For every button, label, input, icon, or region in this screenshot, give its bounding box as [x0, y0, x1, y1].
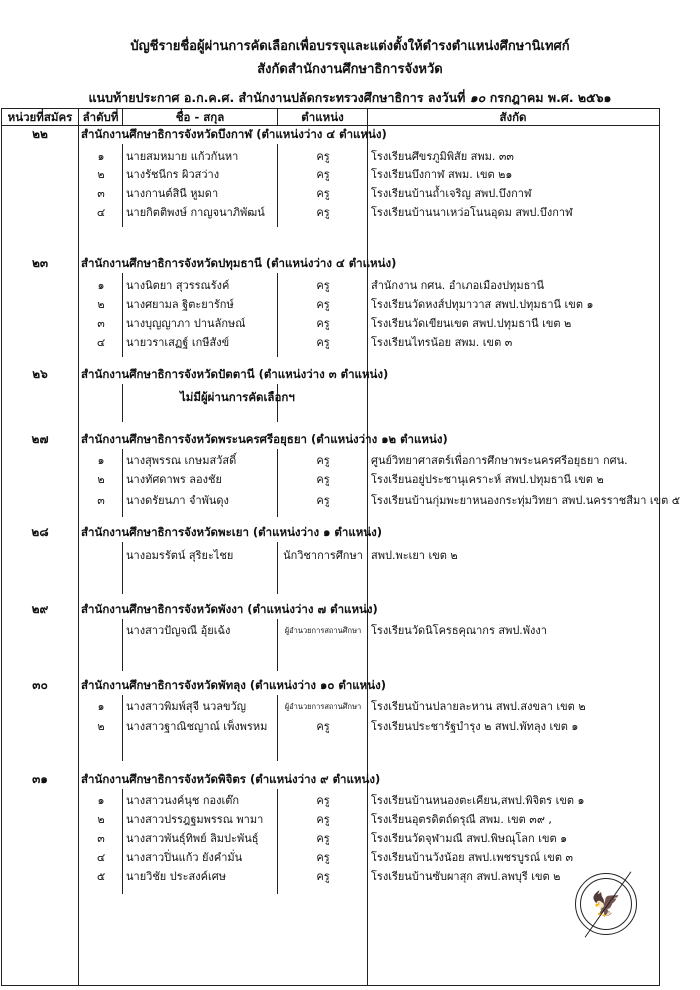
candidate-name: นางสาวปัญจณี อุ้ยเฉ้ง — [126, 624, 231, 637]
row-number: ๒ — [97, 168, 105, 181]
candidate-org: โรงเรียนวัดจุฬามณี สพป.พิษณุโลก เขต ๑ — [371, 832, 568, 845]
announcement-suffix: กรกฎาคม พ.ศ. ๒๕๖๑ — [489, 90, 612, 105]
candidate-position: ผู้อำนวยการสถานศึกษา — [284, 702, 362, 711]
candidate-org: โรงเรียนประชารัฐบำรุง ๒ สพป.พัทลุง เขต ๑ — [371, 720, 579, 733]
table-header — [2, 109, 659, 126]
candidate-position: ครู — [316, 298, 330, 311]
candidate-position: ครู — [316, 720, 330, 733]
col-name: ชื่อ - สกุล — [175, 110, 225, 124]
candidate-name: นายกิตติพงษ์ กาญจนาภิพัฒน์ — [126, 206, 265, 219]
announcement-day: ๑๐ — [469, 90, 486, 105]
unit-number: ๒๗ — [31, 432, 49, 446]
candidate-name: นางสาวนงค์นุช กองเต๊ก — [126, 794, 240, 807]
row-number: ๒ — [97, 813, 105, 826]
candidate-name: นางศยามล ฐิตะยารักษ์ — [126, 298, 234, 311]
candidate-position: ครู — [316, 473, 330, 486]
announcement-line — [0, 88, 700, 108]
candidate-org: สพป.พะเยา เขต ๒ — [371, 549, 458, 562]
divider — [78, 125, 79, 985]
unit-number: ๓๑ — [32, 772, 48, 786]
col-unit: หน่วยที่สมัคร — [7, 110, 73, 124]
candidate-name: นายสมหมาย แก้วกันหา — [126, 150, 239, 163]
candidates-table — [1, 108, 681, 986]
row-number: ๔ — [96, 851, 106, 864]
unit-number: ๓๐ — [32, 678, 48, 692]
candidate-org: โรงเรียนอุตรดิตถ์ดรุณี สพม. เขต ๓๙ , — [371, 813, 552, 826]
document-subtitle: สังกัดสำนักงานศึกษาธิการจังหวัด — [257, 62, 443, 77]
unit-number: ๒๓ — [31, 256, 49, 270]
unit-number: ๒๖ — [32, 367, 48, 381]
no-candidates-note: ไม่มีผู้ผ่านการคัดเลือกฯ — [180, 390, 295, 404]
col-org: สังกัด — [499, 110, 527, 124]
candidate-org: โรงเรียนบ้านกุ่มพะยาหนองกระทุ่มวิทยา สพป.นครราชสีมา เขต ๕ — [371, 494, 681, 507]
group-title: สำนักงานศึกษาธิการจังหวัดพัทลุง (ตำแหน่งว่าง ๑๐ ตำแหน่ง) — [81, 678, 386, 692]
candidate-name: นายวราเสฏฐ์ เกษีสังข์ — [126, 336, 230, 349]
candidate-name: นางสาวฐาณิชญาณ์ เพ็งพรหม — [126, 720, 268, 733]
candidate-name: นางรัชนีกร ผิวสว่าง — [126, 168, 220, 181]
candidate-name: นางสาวปิ่นแก้ว ยังคำมั่น — [126, 851, 243, 864]
candidate-name: นางกานต์สินี หูมดา — [126, 187, 219, 200]
group-title: สำนักงานศึกษาธิการจังหวัดพังงา (ตำแหน่งว่าง ๗ ตำแหน่ง) — [81, 602, 378, 616]
garuda-emblem-icon: 🦅 — [580, 878, 632, 930]
candidate-position: ครู — [316, 168, 330, 181]
candidate-name: นางดรัยนภา จำพันดุง — [126, 494, 229, 507]
candidate-position: ครู — [316, 317, 330, 330]
candidate-name: นางสาวพันธุ์ทิพย์ ลิมปะพันธุ์ — [126, 832, 259, 845]
group-title: สำนักงานศึกษาธิการจังหวัดบึงกาฬ (ตำแหน่งว่าง ๔ ตำแหน่ง) — [81, 127, 387, 141]
candidate-org: โรงเรียนอยู่ประชานุเคราะห์ สพป.ปทุมธานี เขต ๒ — [371, 473, 604, 486]
candidate-name: นางอมรรัตน์ สุริยะไชย — [126, 549, 234, 562]
candidate-org: โรงเรียนบ้านวังน้อย สพป.เพชรบูรณ์ เขต ๓ — [371, 851, 573, 864]
candidate-org: โรงเรียนบ้านถ้ำเจริญ สพป.บึงกาฬ — [371, 187, 532, 200]
candidate-position: ครู — [316, 187, 330, 200]
row-number: ๓ — [97, 832, 105, 845]
candidate-position: ครู — [316, 870, 330, 883]
candidate-org: โรงเรียนบ้านซับผาสุก สพป.ลพบุรี เขต ๒ — [371, 870, 561, 883]
row-number: ๑ — [97, 700, 105, 713]
unit-number: ๒๘ — [31, 525, 49, 539]
candidate-name: นางบุญญาภา ปานลักษณ์ — [126, 317, 246, 330]
row-number: ๑ — [97, 279, 105, 292]
candidate-position: ครู — [316, 279, 330, 292]
announcement-prefix: แนบท้ายประกาศ อ.ก.ค.ศ. สำนักงานปลัดกระทรวงศึกษาธิการ ลงวันที่ — [88, 90, 466, 105]
candidate-org: โรงเรียนศึขรภูมิพิสัย สพม. ๓๓ — [371, 150, 514, 163]
group-title: สำนักงานศึกษาธิการจังหวัดปทุมธานี (ตำแหน่งว่าง ๔ ตำแหน่ง) — [81, 256, 397, 270]
row-number: ๑ — [97, 794, 105, 807]
candidate-position: ครู — [316, 851, 330, 864]
candidate-position: ครู — [316, 494, 330, 507]
candidate-position: ผู้อำนวยการสถานศึกษา — [284, 626, 362, 635]
candidate-org: โรงเรียนบ้านหนองตะเคียน,สพป.พิจิตร เขต ๑ — [371, 794, 585, 807]
row-number: ๑ — [97, 150, 105, 163]
candidate-org: สำนักงาน กศน. อำเภอเมืองปทุมธานี — [371, 279, 545, 292]
candidate-org: โรงเรียนวัดนิโครธคุณากร สพป.พังงา — [371, 624, 547, 637]
row-number: ๓ — [97, 494, 105, 507]
row-number: ๔ — [96, 336, 106, 349]
row-number: ๑ — [97, 454, 105, 467]
group-title: สำนักงานศึกษาธิการจังหวัดพิจิตร (ตำแหน่งว่าง ๙ ตำแหน่ง) — [81, 772, 381, 786]
candidate-position: ครู — [316, 206, 330, 219]
group-title: สำนักงานศึกษาธิการจังหวัดปัตตานี (ตำแหน่งว่าง ๓ ตำแหน่ง) — [81, 367, 389, 381]
col-no: ลำดับที่ — [82, 110, 119, 124]
unit-number: ๒๙ — [31, 602, 49, 616]
candidate-position: ครู — [316, 794, 330, 807]
candidate-name: นางสุพรรณ เกษมสวัสดิ์ — [126, 454, 237, 467]
candidate-position: นักวิชาการศึกษา — [283, 549, 363, 562]
row-number: ๓ — [97, 187, 105, 200]
document-title: บัญชีรายชื่อผู้ผ่านการคัดเลือกเพื่อบรรจุและแต่งตั้งให้ดำรงตำแหน่งศึกษานิเทศก์ — [130, 39, 570, 54]
candidate-position: ครู — [316, 454, 330, 467]
candidate-org: โรงเรียนวัดเขียนเขต สพป.ปทุมธานี เขต ๒ — [371, 317, 572, 330]
col-position: ตำแหน่ง — [301, 110, 344, 124]
row-number: ๓ — [97, 317, 105, 330]
garuda-seal-icon — [575, 873, 637, 935]
group-title: สำนักงานศึกษาธิการจังหวัดพะเยา (ตำแหน่งว่าง ๑ ตำแหน่ง) — [81, 525, 383, 539]
candidate-name: นางสาวพิมพ์สุจี นวลขวัญ — [126, 700, 247, 713]
group-title: สำนักงานศึกษาธิการจังหวัดพระนครศรีอยุธยา (ตำแหน่งว่าง ๑๒ ตำแหน่ง) — [81, 432, 448, 446]
row-number: ๔ — [96, 206, 106, 219]
candidate-org: ศูนย์วิทยาศาสตร์เพื่อการศึกษาพระนครศรีอยุธยา กศน. — [371, 454, 628, 467]
unit-number: ๒๒ — [32, 127, 48, 141]
row-number: ๒ — [97, 298, 105, 311]
candidate-name: นางทัศดาพร ลองชัย — [126, 473, 222, 486]
candidate-name: นางนิตยา สุวรรณรังค์ — [126, 279, 230, 292]
divider — [367, 125, 368, 985]
candidate-position: ครู — [316, 832, 330, 845]
row-number: ๒ — [97, 720, 105, 733]
candidate-org: โรงเรียนไทรน้อย สพม. เขต ๓ — [371, 336, 513, 349]
candidate-position: ครู — [316, 813, 330, 826]
candidate-name: นางสาวปรรฎฐมพรรณ พามา — [126, 813, 264, 826]
candidate-org: โรงเรียนวัดหงส์ปทุมาวาส สพป.ปทุมธานี เขต ๑ — [371, 298, 594, 311]
candidate-position: ครู — [316, 150, 330, 163]
candidate-org: โรงเรียนบึงกาฬ สพม. เขต ๒๑ — [371, 168, 513, 181]
row-number: ๒ — [97, 473, 105, 486]
candidate-org: โรงเรียนบ้านนาเหว่อโนนอุดม สพป.บึงกาฬ — [371, 206, 573, 219]
candidate-org: โรงเรียนบ้านปลายละหาน สพป.สงขลา เขต ๒ — [371, 700, 586, 713]
row-number: ๕ — [96, 870, 106, 883]
candidate-position: ครู — [316, 336, 330, 349]
candidate-name: นายวิชัย ประสงค์เศษ — [126, 870, 226, 883]
